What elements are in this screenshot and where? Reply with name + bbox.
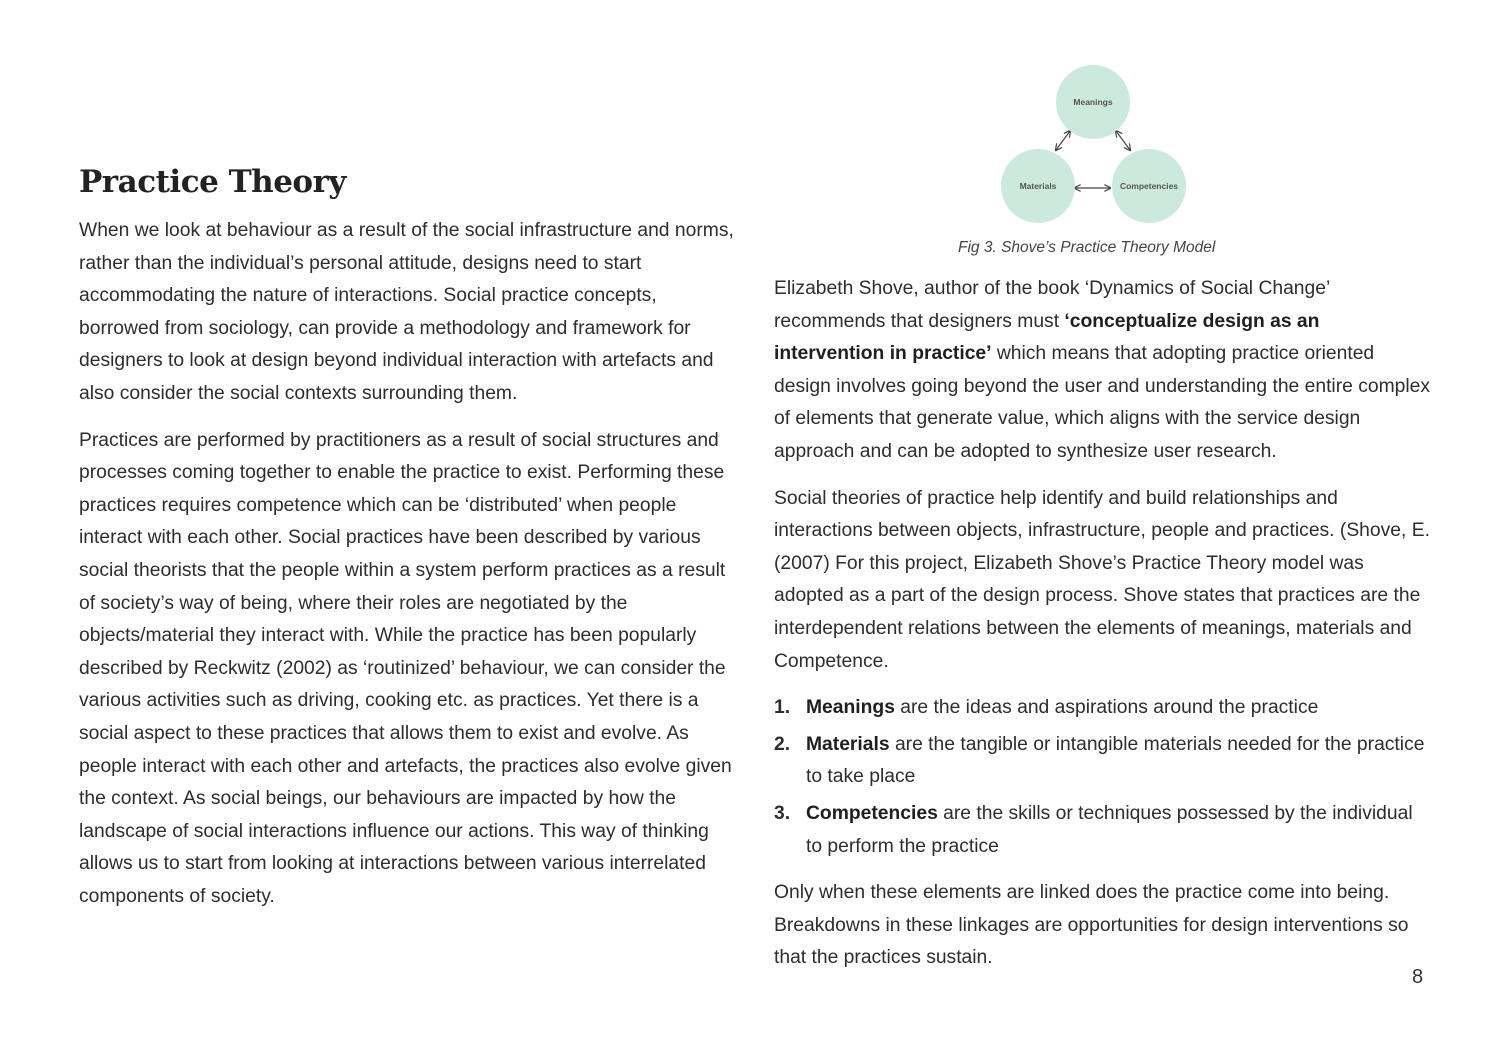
left-paragraph-1: When we look at behaviour as a result of the social infrastructure and norms, rather than the individual’s personal attitude, designs need to start accommodating the nature of interactions. Social practice concepts, borrowed from sociology, can provide a methodology and framework for designers to look at design beyond individual interaction with artefacts and also consider the social contexts surrounding them. [79,220,734,404]
left-column [79,215,739,913]
competencies-node: Competencies [1112,149,1186,223]
elements-list [774,692,1434,863]
practice-theory-diagram [995,62,1195,232]
right-paragraph-1: Elizabeth Shove, author of the book ‘Dynamics of Social Change’ recommends that designers must ‘conceptualize design as an intervention in practice’ which means that adopting practice oriented design involves going beyond the user and understanding the entire complex of elements that generate value, which aligns with the service design approach and can be adopted to synthesize user research. [774,278,1431,462]
arrow-meanings-competencies [1116,131,1130,150]
list-item-materials: 2. Materials are the tangible or intangible materials needed for the practice to take place [774,733,1425,788]
list-item-competencies: 3. Competencies are the skills or techniques possessed by the individual to perform the practice [774,802,1413,857]
page-title: Practice Theory [79,164,346,200]
meanings-node: Meanings [1056,65,1130,139]
right-paragraph-2: Social theories of practice help identify and build relationships and interactions between objects, infrastructure, people and practices. (Shove, E. (2007) For this project, Elizabeth Shove’s Practice Theory model was adopted as a part of the design process. Shove states that practices are the interdependent relations between the elements of meanings, materials and Competence. [774,487,1430,672]
right-column [774,273,1434,975]
figure-caption: Fig 3. Shove’s Practice Theory Model [958,239,1216,256]
emphasis-quote: ‘conceptualize design as an intervention in practice’ [774,310,1320,365]
right-paragraph-3: Only when these elements are linked does the practice come into being. Breakdowns in these linkages are opportunities for design interventions so that the practices sustain. [774,882,1409,969]
arrow-meanings-materials [1056,131,1070,150]
page-number: 8 [1412,966,1424,988]
list-item-meanings: 1. Meanings are the ideas and aspirations around the practice [774,697,1319,719]
left-paragraph-2: Practices are performed by practitioners as a result of social structures and processes coming together to enable the practice to exist. Performing these practices requires competence which can be ‘distributed’ when people interact with each other. Social practices have been described by various social theorists that the people within a system perform practices as a result of society’s way of being, where their roles are negotiated by the objects/material they interact with. While the practice has been popularly described by Reckwitz (2002) as ‘routinized’ behaviour, we can consider the various activities such as driving, cooking etc. as practices. Yet there is a social aspect to these practices that allows them to exist and evolve. As people interact with each other and artefacts, the practices also evolve given the context. As social beings, our behaviours are impacted by how the landscape of social interactions influence our actions. This way of thinking allows us to start from looking at interactions between various interrelated components of society. [79,429,732,907]
materials-node: Materials [1001,149,1075,223]
